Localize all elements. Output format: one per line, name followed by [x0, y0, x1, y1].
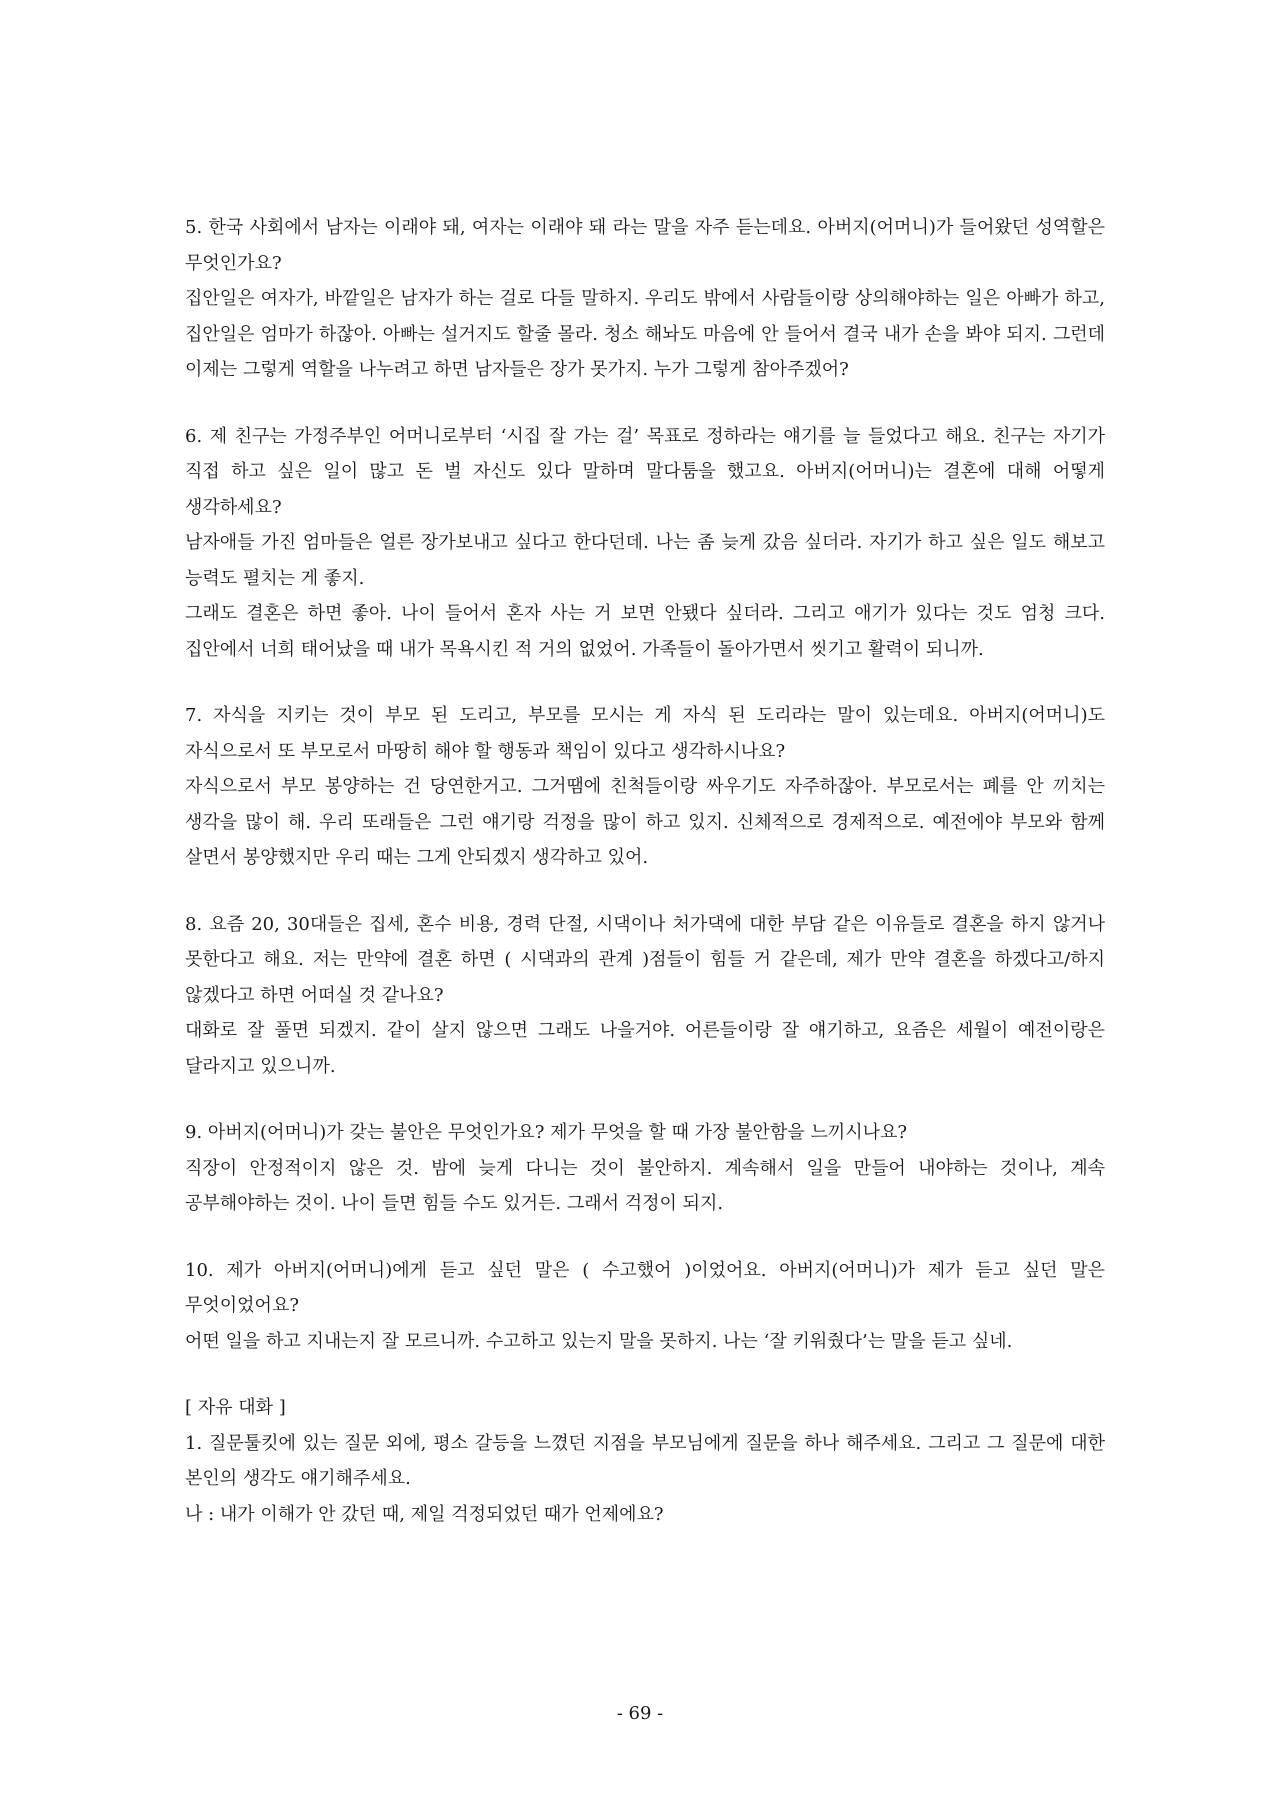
free-talk-line: 나 : 내가 이해가 안 갔던 때, 제일 걱정되었던 때가 언제에요? — [185, 1503, 664, 1525]
question-block-9 — [185, 1115, 1105, 1222]
question-block-5 — [185, 210, 1105, 388]
question-text: 10. 제가 아버지(어머니)에게 듣고 싶던 말은 ( 수고했어 )이었어요. 아버지(어머니)가 제가 듣고 싶던 말은 무엇이었어요? — [185, 1259, 1105, 1316]
question-block-8 — [185, 907, 1105, 1085]
free-talk-block — [185, 1390, 1105, 1532]
answer-text: 자식으로서 부모 봉양하는 건 당연한거고. 그거땜에 친척들이랑 싸우기도 자주하잖아. 부모로서는 폐를 안 끼치는 생각을 많이 해. 우리 또래들은 그런 얘기랑 걱정을 많이 하고 있지. 신체적으로 경제적으로. 예전에야 부모와 함께 살면서 봉양했지만 우리 때는 그게 안되겠지 생각하고 있어. — [185, 776, 1105, 868]
answer-text-continued: 그래도 결혼은 하면 좋아. 나이 들어서 혼자 사는 거 보면 안됐다 싶더라. 그리고 애기가 있다는 것도 엄청 크다. 집안에서 너희 태어났을 때 내가 목욕시킨 적 거의 없었어. 가족들이 돌아가면서 씻기고 활력이 되니까. — [185, 603, 1105, 660]
answer-text: 대화로 잘 풀면 되겠지. 같이 살지 않으면 그래도 나을거야. 어른들이랑 잘 얘기하고, 요즘은 세월이 예전이랑은 달라지고 있으니까. — [185, 1020, 1105, 1077]
free-talk-heading: [ 자유 대화 ] — [185, 1397, 286, 1418]
document-body — [185, 210, 1105, 1563]
answer-text: 직장이 안정적이지 않은 것. 밤에 늦게 다니는 것이 불안하지. 계속해서 일을 만들어 내야하는 것이나, 계속 공부해야하는 것이. 나이 들면 힘들 수도 있거든. 그래서 걱정이 되지. — [185, 1157, 1105, 1214]
question-text: 5. 한국 사회에서 남자는 이래야 돼, 여자는 이래야 돼 라는 말을 자주 듣는데요. 아버지(어머니)가 들어왔던 성역할은 무엇인가요? — [185, 217, 1105, 274]
question-block-10 — [185, 1253, 1105, 1360]
free-talk-question: 1. 질문툴킷에 있는 질문 외에, 평소 갈등을 느꼈던 지점을 부모님에게 질문을 하나 해주세요. 그리고 그 질문에 대한 본인의 생각도 얘기해주세요. — [185, 1432, 1105, 1489]
question-text: 8. 요즘 20, 30대들은 집세, 혼수 비용, 경력 단절, 시댁이나 처가댁에 대한 부담 같은 이유들로 결혼을 하지 않거나 못한다고 해요. 저는 만약에 결혼 하면 ( 시댁과의 관계 )점들이 힘들 거 같은데, 제가 만약 결혼을 하겠다고/하지 않겠다고 하면 어떠실 것 같나요? — [185, 913, 1105, 1006]
answer-text: 어떤 일을 하고 지내는지 잘 모르니까. 수고하고 있는지 말을 못하지. 나는 ‘잘 키워줬다’는 말을 듣고 싶네. — [185, 1330, 1013, 1352]
answer-text: 집안일은 여자가, 바깥일은 남자가 하는 걸로 다들 말하지. 우리도 밖에서 사람들이랑 상의해야하는 일은 아빠가 하고, 집안일은 엄마가 하잖아. 아빠는 설거지도 할줄 몰라. 청소 해놔도 마음에 안 들어서 결국 내가 손을 봐야 되지. 그런데 이제는 그렇게 역할을 나누려고 하면 남자들은 장가 못가지. 누가 그렇게 참아주겠어? — [185, 288, 1105, 380]
page-number: - 69 - — [616, 1703, 664, 1724]
question-text: 6. 제 친구는 가정주부인 어머니로부터 ‘시집 잘 가는 걸’ 목표로 정하라는 얘기를 늘 들었다고 해요. 친구는 자기가 직접 하고 싶은 일이 많고 돈 벌 자신도 있다 말하며 말다툼을 했고요. 아버지(어머니)는 결혼에 대해 어떻게 생각하세요? — [185, 425, 1105, 518]
question-text: 9. 아버지(어머니)가 갖는 불안은 무엇인가요? 제가 무엇을 할 때 가장 불안함을 느끼시나요? — [185, 1122, 908, 1143]
question-block-6 — [185, 419, 1105, 668]
answer-text: 남자애들 가진 엄마들은 얼른 장가보내고 싶다고 한다던데. 나는 좀 늦게 갔음 싶더라. 자기가 하고 싶은 일도 해보고 능력도 펼치는 게 좋지. — [185, 532, 1105, 589]
question-block-7 — [185, 698, 1105, 876]
question-text: 7. 자식을 지키는 것이 부모 된 도리고, 부모를 모시는 게 자식 된 도리라는 말이 있는데요. 아버지(어머니)도 자식으로서 또 부모로서 마땅히 해야 할 행동과 책임이 있다고 생각하시나요? — [185, 705, 1105, 762]
